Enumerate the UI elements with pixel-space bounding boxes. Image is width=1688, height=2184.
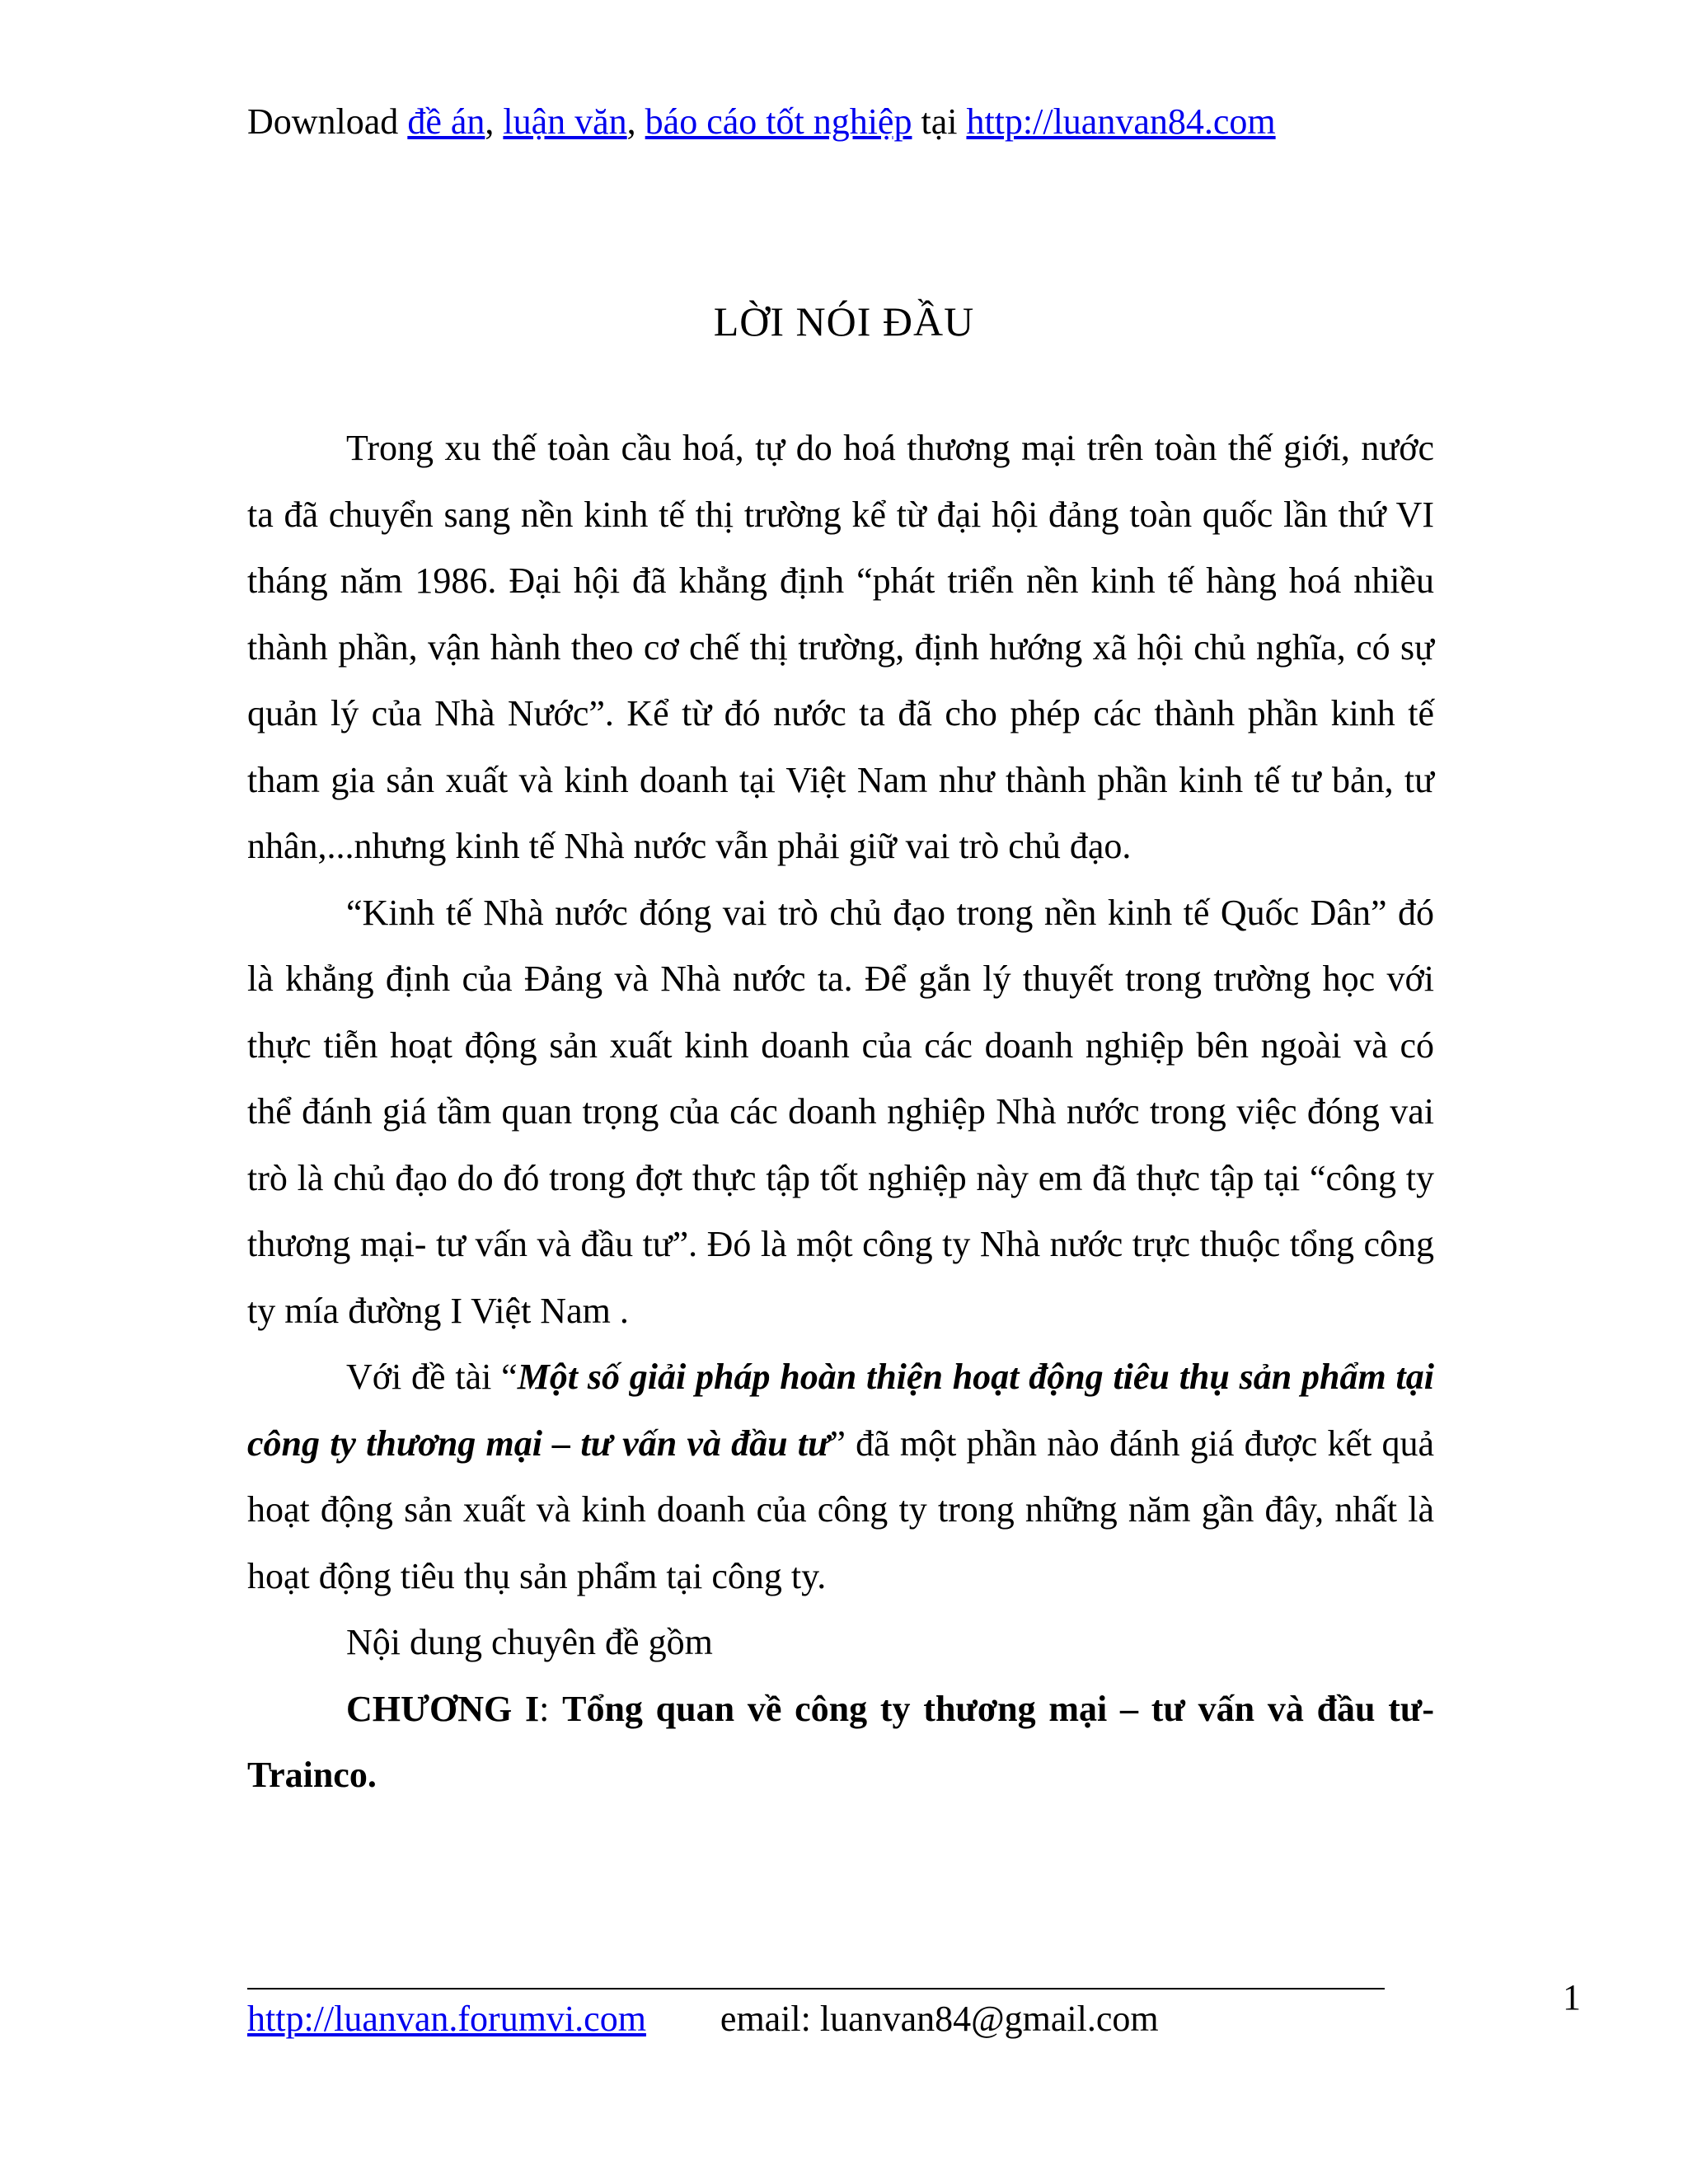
header-middle: tại: [912, 101, 967, 142]
chapter-1-title: Tổng quan về công ty thương mại – tư vấn và đầu tư- Trainco.: [247, 1688, 1434, 1795]
link-luan-van[interactable]: luận văn: [503, 101, 627, 142]
page-number: 1: [1563, 1977, 1581, 2018]
link-site[interactable]: http://luanvan84.com: [966, 101, 1276, 142]
footer-email: email: luanvan84@gmail.com: [720, 1999, 1159, 2039]
page-footer: [247, 1994, 1159, 2044]
chapter-1-colon: :: [539, 1688, 563, 1729]
link-de-an[interactable]: đề án: [407, 101, 485, 142]
paragraph-3-prefix: Với đề tài “: [346, 1357, 518, 1397]
document-body: [247, 415, 1434, 1809]
page-header: [247, 97, 1276, 147]
paragraph-2: “Kinh tế Nhà nước đóng vai trò chủ đạo trong nền kinh tế Quốc Dân” đó là khẳng định của Đảng và Nhà nước ta. Để gắn lý thuyết trong trường học với thực tiễn hoạt động sản xuất kinh doanh của các doanh nghiệp bên ngoài và có thể đánh giá tầm quan trọng của các doanh nghiệp Nhà nước trong việc đóng vai trò là chủ đạo do đó trong đợt thực tập tốt nghiệp này em đã thực tập tại “công ty thương mại- tư vấn và đầu tư”. Đó là một công ty Nhà nước trực thuộc tổng công ty mía đường I Việt Nam .: [247, 892, 1434, 1331]
link-bao-cao[interactable]: báo cáo tốt nghiệp: [645, 101, 912, 142]
paragraph-4: Nội dung chuyên đề gồm: [346, 1622, 713, 1662]
chapter-1-label: CHƯƠNG I: [346, 1688, 540, 1729]
paragraph-3: [247, 1344, 1434, 1610]
footer-divider: [247, 1988, 1385, 1990]
header-prefix: Download: [247, 101, 408, 142]
chapter-1-heading: [247, 1676, 1434, 1809]
paragraph-3-suffix: ” đã một phần nào đánh giá được kết quả hoạt động sản xuất và kinh doanh của công ty trong những năm gần đây, nhất là hoạt động tiêu thụ sản phẩm tại công ty.: [247, 1422, 1435, 1596]
header-sep-1: ,: [485, 101, 504, 142]
header-sep-2: ,: [626, 101, 645, 142]
paragraph-1: Trong xu thế toàn cầu hoá, tự do hoá thương mại trên toàn thế giới, nước ta đã chuyển sang nền kinh tế thị trường kể từ đại hội đảng toàn quốc lần thứ VI tháng năm 1986. Đại hội đã khẳng định “phát triển nền kinh tế hàng hoá nhiều thành phần, vận hành theo cơ chế thị trường, định hướng xã hội chủ nghĩa, có sự quản lý của Nhà Nước”. Kể từ đó nước ta đã cho phép các thành phần kinh tế tham gia sản xuất và kinh doanh tại Việt Nam như thành phần kinh tế tư bản, tư nhân,...nhưng kinh tế Nhà nước vẫn phải giữ vai trò chủ đạo.: [247, 428, 1434, 866]
footer-forum-link[interactable]: http://luanvan.forumvi.com: [247, 1999, 646, 2039]
page-title: LỜI NÓI ĐẦU: [713, 298, 975, 344]
thesis-topic: Một số giải pháp hoàn thiện hoạt động tiêu thụ sản phẩm tại công ty thương mại – tư vấn và đầu tư: [247, 1357, 1434, 1464]
